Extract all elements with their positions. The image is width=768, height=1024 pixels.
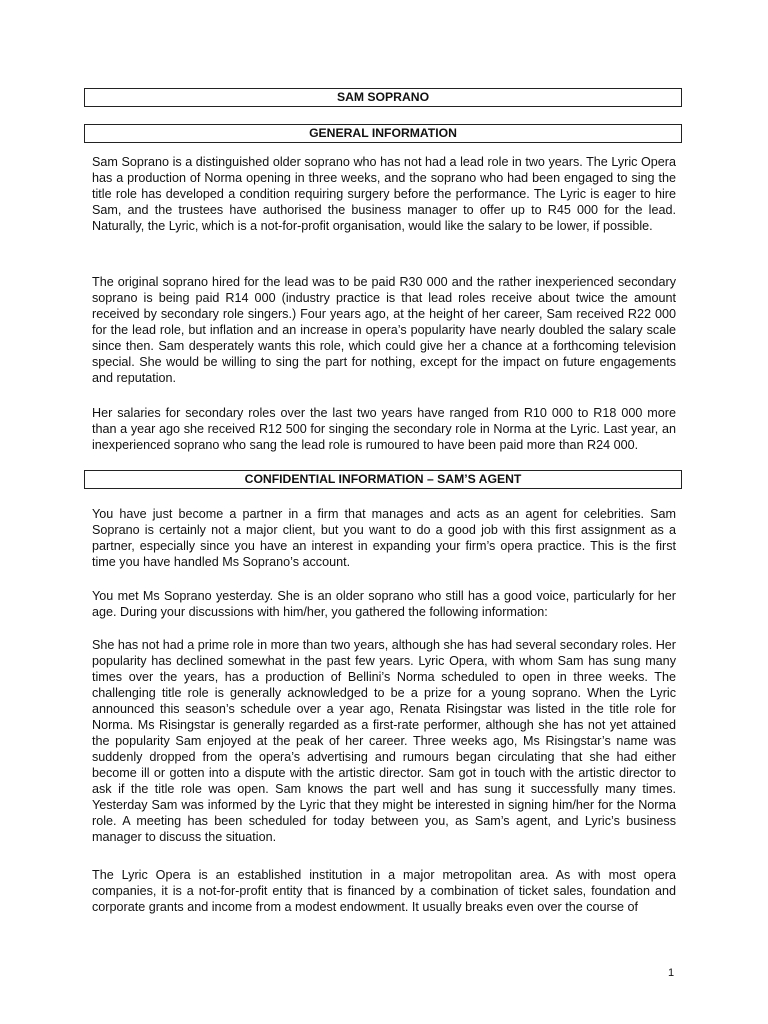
section-heading-general-information: GENERAL INFORMATION <box>84 124 682 143</box>
confidential-info-paragraph-3: She has not had a prime role in more than two years, although she has had several secondary roles. Her popularity has declined somewhat in the past few years. Lyric Opera, with whom Sam has sung many times over the years, has a production of Bellini’s Norma scheduled to open in three weeks. The challenging title role is generally acknowledged to be a prize for a young soprano. When the Lyric announced this season’s schedule over a year ago, Renata Risingstar was listed in the title role for Norma. Ms Risingstar is generally regarded as a first-rate performer, although she has not yet attained the popularity Sam enjoyed at the peak of her career. Three weeks ago, Ms Risingstar’s name was suddenly dropped from the opera’s advertising and rumours began circulating that she had either become ill or gotten into a dispute with the artistic director. Sam got in touch with the artistic director to ask if the title role was open. Sam knows the part well and has sung it successfully many times. Yesterday Sam was informed by the Lyric that they might be interested in signing him/her for the Norma role. A meeting has been scheduled for today between you, as Sam’s agent, and Lyric’s business manager to discuss the situation. <box>92 638 676 844</box>
document-title: SAM SOPRANO <box>84 88 682 107</box>
general-info-paragraph-2: The original soprano hired for the lead was to be paid R30 000 and the rather inexperienced secondary soprano is being paid R14 000 (industry practice is that lead roles receive about twice the amount received by secondary role singers.) Four years ago, at the height of her career, Sam received R22 000 for the lead role, but inflation and an increase in opera’s popularity have nearly doubled the salary scale since then. Sam desperately wants this role, which could give her a chance at a forthcoming television special. She would be willing to sing the part for nothing, except for the impact on future engagements and reputation. <box>92 275 676 385</box>
confidential-info-paragraph-2: You met Ms Soprano yesterday. She is an older soprano who still has a good voice, particularly for her age. During your discussions with him/her, you gathered the following information: <box>92 589 676 619</box>
confidential-info-paragraph-1: You have just become a partner in a firm that manages and acts as an agent for celebrities. Sam Soprano is certainly not a major client, but you want to do a good job with this first assignment as a partner, especially since you have an interest in expanding your firm’s opera practice. This is the first time you have handled Ms Soprano’s account. <box>92 507 676 569</box>
confidential-info-paragraph-4: The Lyric Opera is an established institution in a major metropolitan area. As with most opera companies, it is a not-for-profit entity that is financed by a combination of ticket sales, foundation and corporate grants and income from a modest endowment. It usually breaks even over the course of <box>92 868 676 914</box>
page-number: 1 <box>668 967 675 979</box>
section-heading-confidential-information: CONFIDENTIAL INFORMATION – SAM’S AGENT <box>84 470 682 489</box>
general-info-paragraph-1: Sam Soprano is a distinguished older soprano who has not had a lead role in two years. The Lyric Opera has a production of Norma opening in three weeks, and the soprano who had been engaged to sing the title role has developed a condition requiring surgery before the performance. The Lyric is eager to hire Sam, and the trustees have authorised the business manager to offer up to R45 000 for the lead. Naturally, the Lyric, which is a not-for-profit organisation, would like the salary to be lower, if possible. <box>92 155 676 233</box>
general-info-paragraph-3: Her salaries for secondary roles over the last two years have ranged from R10 000 to R18 000 more than a year ago she received R12 500 for singing the secondary role in Norma at the Lyric. Last year, an inexperienced soprano who sang the lead role is rumoured to have been paid more than R24 000. <box>92 406 676 452</box>
